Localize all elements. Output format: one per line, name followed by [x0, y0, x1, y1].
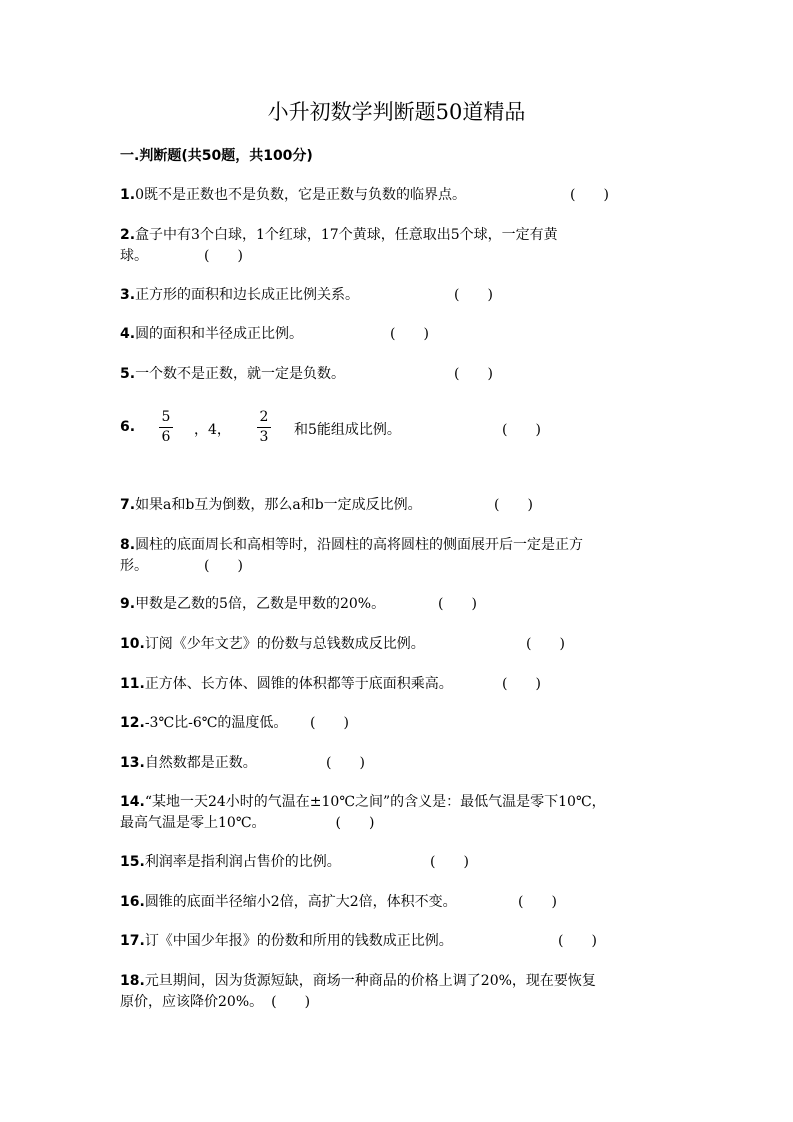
fraction-bar [159, 427, 173, 428]
question-text-line2: 原价，应该降价20%。 [120, 994, 264, 1010]
answer-blank: ( ) [502, 676, 541, 692]
question-number: 14. [120, 794, 145, 810]
question-number: 2. [120, 227, 136, 243]
question-number: 12. [120, 715, 145, 731]
answer-blank: ( ) [570, 187, 609, 203]
question-7 [120, 495, 680, 516]
question-4 [120, 324, 680, 345]
question-text: 甲数是乙数的5倍，乙数是甲数的20%。 [135, 596, 386, 612]
question-text: 如果a和b互为倒数，那么a和b一定成反比例。 [135, 497, 422, 513]
answer-blank: ( ) [310, 715, 349, 731]
answer-blank: ( ) [204, 248, 243, 264]
fraction-1 [156, 410, 176, 445]
question-text-mid: ，4， [194, 422, 231, 438]
question-11 [120, 674, 680, 695]
fraction-denominator: 3 [259, 429, 269, 445]
answer-blank: ( ) [558, 933, 597, 949]
answer-blank: ( ) [390, 326, 429, 342]
question-12 [120, 713, 680, 734]
question-text: 圆的面积和半径成正比例。 [135, 326, 304, 342]
question-text: 正方形的面积和边长成正比例关系。 [135, 287, 360, 303]
question-number: 13. [120, 755, 145, 771]
answer-blank: ( ) [454, 287, 493, 303]
question-text-line1: “某地一天24小时的气温在±10℃之间”的含义是：最低气温是零下10℃， [144, 794, 606, 810]
question-text: 自然数都是正数。 [144, 755, 257, 771]
fraction-2 [254, 410, 274, 445]
answer-blank: ( ) [271, 994, 311, 1010]
question-number: 4. [120, 326, 136, 342]
question-number: 7. [120, 497, 136, 513]
answer-blank: ( ) [326, 755, 365, 771]
question-9 [120, 594, 680, 615]
question-text-line1: 盒子中有3个白球，1个红球，17个黄球，任意取出5个球，一定有黄 [135, 227, 558, 243]
question-text-line1: 元旦期间，因为货源短缺，商场一种商品的价格上调了20%，现在要恢复 [144, 973, 596, 989]
question-number: 16. [120, 894, 145, 910]
fraction-numerator: 5 [161, 409, 171, 425]
question-number: 1. [120, 187, 136, 203]
question-17 [120, 931, 680, 952]
answer-blank: ( ) [454, 366, 493, 382]
answer-blank: ( ) [438, 596, 477, 612]
question-14 [120, 792, 680, 834]
question-number: 15. [120, 854, 145, 870]
question-number: 6. [120, 419, 136, 435]
question-13 [120, 753, 680, 774]
answer-blank: ( ) [204, 558, 243, 574]
question-text: 订阅《少年文艺》的份数与总钱数成反比例。 [144, 636, 425, 652]
answer-blank: ( ) [518, 894, 557, 910]
question-number: 18. [120, 973, 145, 989]
question-10 [120, 634, 680, 655]
section-heading: 一.判断题(共50题，共100分) [120, 148, 313, 164]
fraction-denominator: 6 [161, 429, 171, 445]
fraction-bar [257, 427, 271, 428]
question-text: 和5能组成比例。 [294, 422, 401, 438]
answer-blank: ( ) [526, 636, 565, 652]
question-1 [120, 185, 680, 206]
fraction-numerator: 2 [259, 409, 269, 425]
question-number: 10. [120, 636, 145, 652]
question-number: 17. [120, 933, 145, 949]
answer-blank: ( ) [430, 854, 469, 870]
answer-blank: ( ) [335, 815, 375, 831]
question-text: -3℃比-6℃的温度低。 [144, 715, 288, 731]
question-number: 5. [120, 366, 136, 382]
question-5 [120, 364, 680, 385]
question-8 [120, 535, 680, 577]
question-number: 9. [120, 596, 136, 612]
answer-blank: ( ) [494, 497, 533, 513]
page-title: 小升初数学判断题50道精品 [267, 100, 526, 124]
question-text-line2: 球。 [120, 248, 148, 264]
question-text-line2: 形。 [120, 558, 148, 574]
question-text: 正方体、长方体、圆锥的体积都等于底面积乘高。 [144, 676, 453, 692]
question-15 [120, 852, 680, 873]
question-text: 订《中国少年报》的份数和所用的钱数成正比例。 [144, 933, 453, 949]
question-2 [120, 225, 680, 267]
question-text: 0既不是正数也不是负数，它是正数与负数的临界点。 [135, 187, 466, 203]
question-text-line2: 最高气温是零上10℃。 [120, 815, 266, 831]
question-text-line1: 圆柱的底面周长和高相等时，沿圆柱的高将圆柱的侧面展开后一定是正方 [135, 537, 584, 553]
question-18 [120, 971, 680, 1013]
question-16 [120, 892, 680, 913]
question-text: 一个数不是正数，就一定是负数。 [135, 366, 346, 382]
question-text: 圆锥的底面半径缩小2倍，高扩大2倍，体积不变。 [144, 894, 457, 910]
answer-blank: ( ) [502, 422, 541, 438]
question-3 [120, 285, 680, 306]
question-number: 3. [120, 287, 136, 303]
question-number: 11. [120, 676, 145, 692]
question-text: 利润率是指利润占售价的比例。 [144, 854, 341, 870]
question-6 [120, 410, 680, 450]
question-number: 8. [120, 537, 136, 553]
